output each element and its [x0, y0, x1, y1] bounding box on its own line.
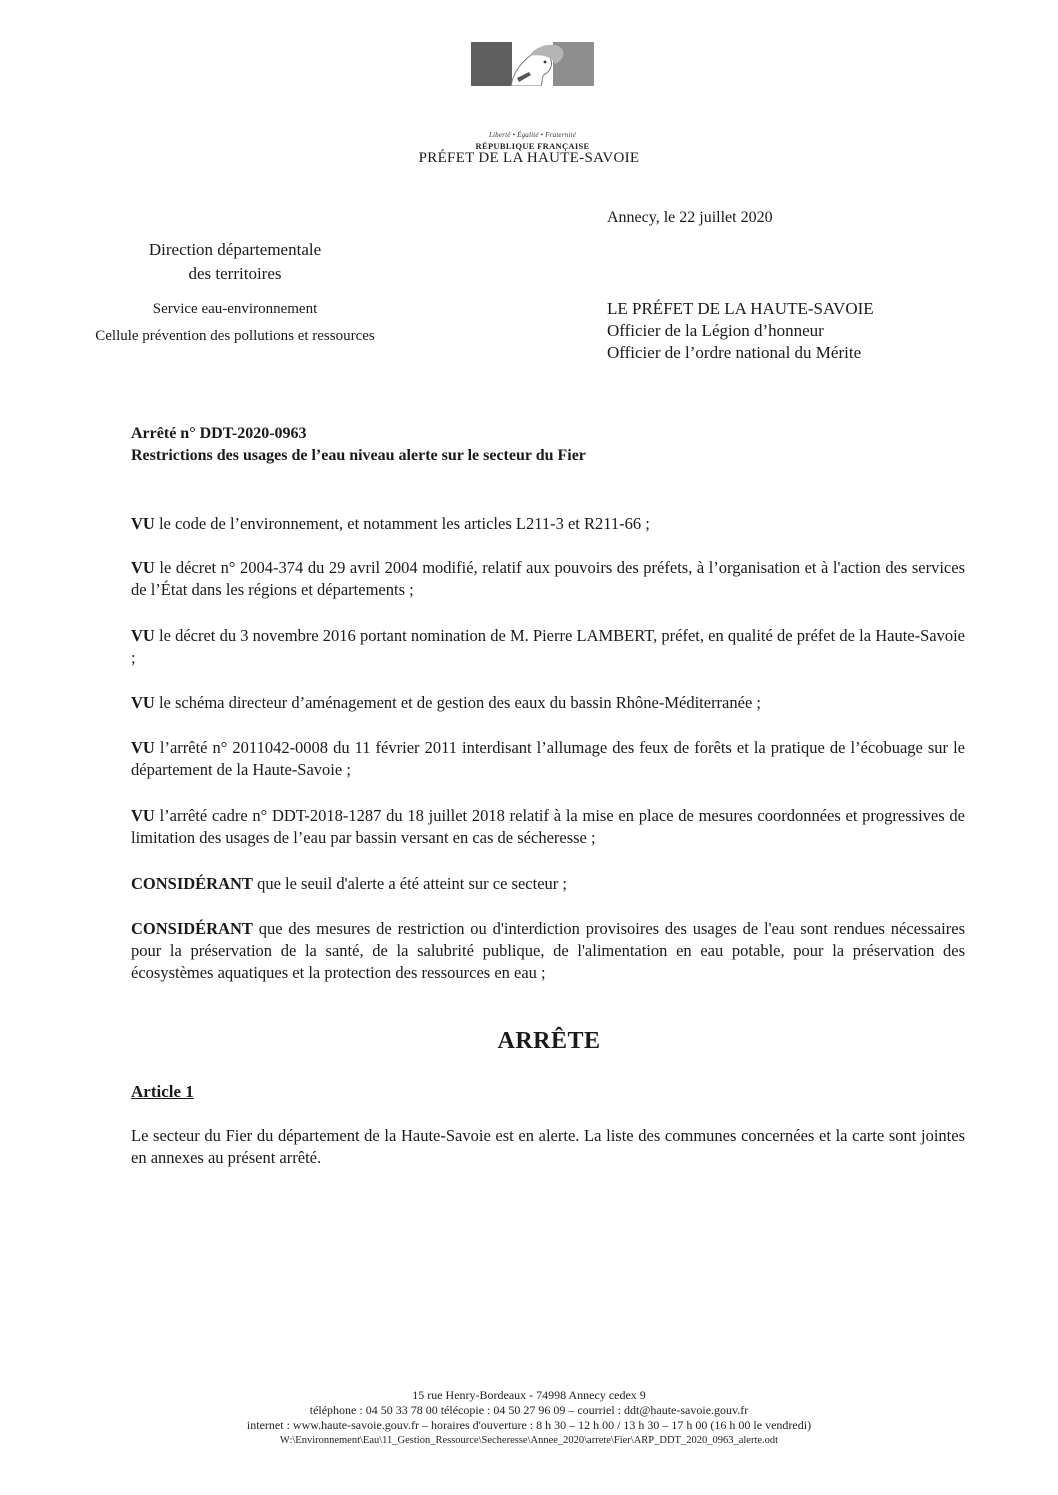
- service-direction: Direction départementale: [148, 240, 322, 259]
- footer-file-path: W:\Environnement\Eau\11_Gestion_Ressource\Secheresse\Annee_2020\arrete\Fier\ARP_DDT_2020_0963_alerte.odt: [279, 1435, 779, 1446]
- signatory-title: LE PRÉFET DE LA HAUTE-SAVOIE: [607, 299, 874, 318]
- visa-paragraph: [131, 805, 965, 849]
- signatory-block: [607, 298, 874, 364]
- document-date: Annecy, le 22 juillet 2020: [607, 209, 773, 226]
- decree-number: Arrêté n° DDT-2020-0963: [131, 425, 307, 442]
- signatory-honour-1: Officier de la Légion d’honneur: [607, 321, 824, 340]
- visa-lead: VU: [131, 693, 155, 712]
- visa-text: le code de l’environnement, et notamment les articles L211-3 et R211-66 ;: [154, 514, 650, 533]
- decision-title: ARRÊTE: [497, 1028, 601, 1054]
- visa-paragraph: [131, 737, 965, 781]
- decree-subject: Restrictions des usages de l’eau niveau alerte sur le secteur du Fier: [131, 447, 586, 464]
- considerant-paragraph: [131, 918, 965, 984]
- footer-internet: internet : www.haute-savoie.gouv.fr – horaires d'ouverture : 8 h 30 – 12 h 00 / 13 h 30 – 17 h 00 (16 h 00 le vendredi): [246, 1418, 812, 1432]
- visa-paragraph: [131, 513, 965, 535]
- prefecture-heading: PRÉFET DE LA HAUTE-SAVOIE: [418, 150, 640, 166]
- republique-francaise-logo: [471, 42, 594, 151]
- service-cell: Cellule prévention des pollutions et ressources: [95, 328, 375, 344]
- service-name: Service eau-environnement: [152, 301, 318, 317]
- footer-phones: téléphone : 04 50 33 78 00 télécopie : 04 50 27 96 09 – courriel : ddt@haute-savoie.gouv.fr: [309, 1403, 749, 1417]
- visa-paragraph: [131, 692, 965, 714]
- visa-text: l’arrêté n° 2011042-0008 du 11 février 2011 interdisant l’allumage des feux de forêts et la pratique de l’écobuage sur le département de la Haute-Savoie ;: [131, 738, 965, 779]
- considerant-paragraph: [131, 873, 965, 895]
- visa-paragraph: [131, 557, 965, 601]
- visa-lead: VU: [131, 806, 155, 825]
- logo-motto: Liberté • Égalité • Fraternité: [488, 131, 577, 139]
- marianne-emblem-icon: [471, 42, 594, 86]
- article-1-text: Le secteur du Fier du département de la Haute-Savoie est en alerte. La liste des communes concernées et la carte sont jointes en annexes au présent arrêté.: [131, 1126, 965, 1167]
- visa-text: le schéma directeur d’aménagement et de gestion des eaux du bassin Rhône-Méditerranée ;: [154, 693, 761, 712]
- visa-text: l’arrêté cadre n° DDT-2018-1287 du 18 juillet 2018 relatif à la mise en place de mesures coordonnées et progressives de limitation des usages de l’eau par bassin versant en cas de sécheresse ;: [131, 806, 965, 847]
- service-direction-2: des territoires: [188, 264, 282, 283]
- decree-heading: [131, 423, 586, 467]
- considerant-text: que le seuil d'alerte a été atteint sur ce secteur ;: [252, 874, 567, 893]
- logo-republique-text: RÉPUBLIQUE FRANÇAISE: [475, 141, 590, 151]
- visa-lead: VU: [131, 558, 155, 577]
- visa-lead: VU: [131, 514, 155, 533]
- considerant-lead: CONSIDÉRANT: [131, 874, 253, 893]
- visa-paragraph: [131, 625, 965, 669]
- visa-text: le décret du 3 novembre 2016 portant nomination de M. Pierre LAMBERT, préfet, en qualité de préfet de la Haute-Savoie ;: [131, 626, 965, 667]
- considerant-lead: CONSIDÉRANT: [131, 919, 253, 938]
- footer-address: 15 rue Henry-Bordeaux - 74998 Annecy cedex 9: [412, 1388, 646, 1402]
- issuing-service-block: [40, 238, 430, 345]
- article-1-title: Article 1: [131, 1082, 194, 1101]
- visa-text: le décret n° 2004-374 du 29 avril 2004 modifié, relatif aux pouvoirs des préfets, à l’organisation et à l'action des services de l’État dans les régions et départements ;: [131, 558, 965, 599]
- considerant-text: que des mesures de restriction ou d'interdiction provisoires des usages de l'eau sont rendues nécessaires pour la préservation de la santé, de la salubrité publique, de l'alimentation en eau potable, pour la préservation des écosystèmes aquatiques et la protection des ressources en eau ;: [131, 919, 965, 982]
- footer-contact-block: [0, 1388, 1058, 1448]
- signatory-honour-2: Officier de l’ordre national du Mérite: [607, 343, 862, 362]
- visa-lead: VU: [131, 738, 155, 757]
- visa-lead: VU: [131, 626, 155, 645]
